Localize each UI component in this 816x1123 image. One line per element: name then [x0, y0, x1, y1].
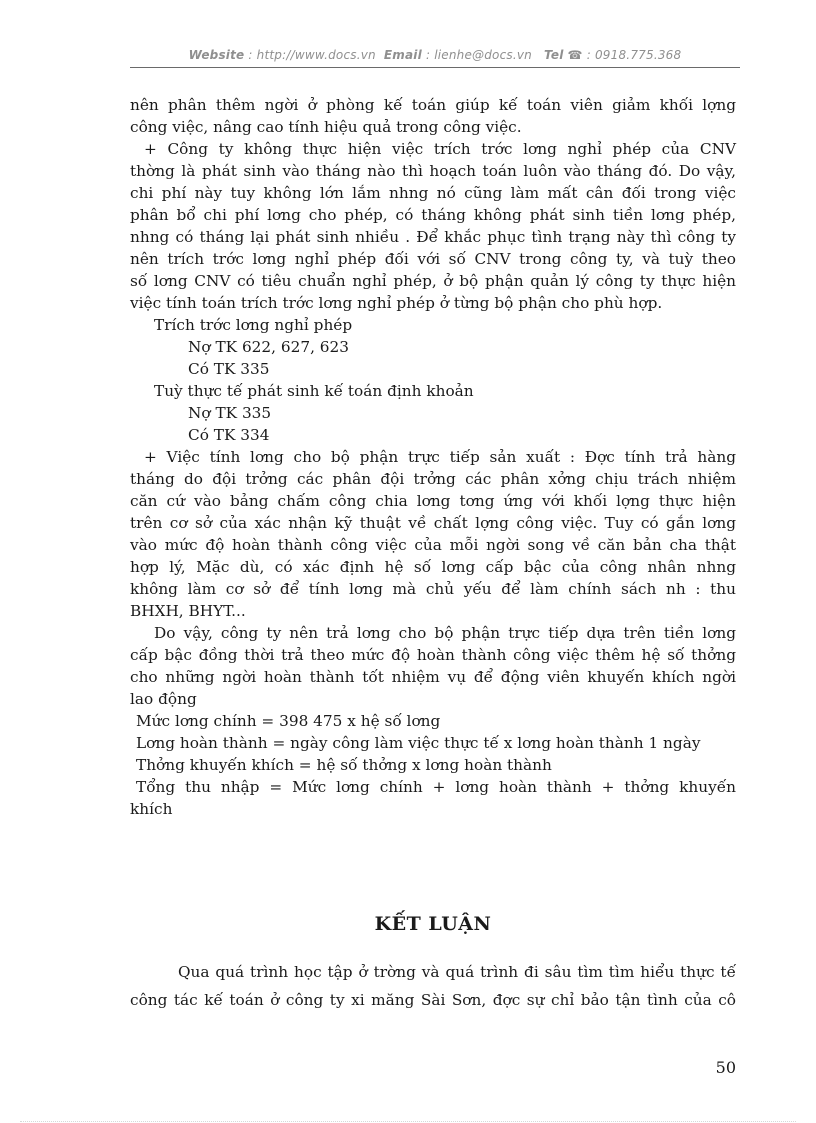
- text-line: công việc, nâng cao tính hiệu quả trong công việc.: [130, 118, 522, 136]
- text-line: chi phí này tuy không lớn lắm nhng nó cũng làm mất cân đối trong việc: [130, 184, 736, 202]
- formula-line: Thởng khuyến khích = hệ số thởng x lơng hoàn thành: [136, 756, 552, 774]
- website-value: : http://www.docs.vn: [248, 48, 376, 62]
- text-line: nên phân thêm ngời ở phòng kế toán giúp kế toán viên giảm khối lợng: [130, 96, 736, 114]
- body-text: [130, 94, 736, 820]
- text-line: vào mức độ hoàn thành công việc của mỗi ngời song về căn bản cha thật: [130, 536, 736, 554]
- email-label: Email: [383, 48, 422, 62]
- text-line: việc tính toán trích trớc lơng nghỉ phép ở từng bộ phận cho phù hợp.: [130, 294, 663, 312]
- text-line: Trích trớc lơng nghỉ phép: [154, 316, 353, 334]
- text-line: BHXH, BHYT...: [130, 602, 246, 620]
- text-line: Qua quá trình học tập ở trờng và quá trình đi sâu tìm tìm hiểu thực tế: [178, 963, 736, 981]
- text-line: nhng có tháng lại phát sinh nhiều . Để khắc phục tình trạng này thì công ty: [130, 228, 736, 246]
- text-line: cấp bậc đồng thời trả theo mức độ hoàn thành công việc thêm hệ số thởng: [130, 646, 736, 664]
- text-line: + Việc tính lơng cho bộ phận trực tiếp sản xuất : Đợc tính trả hàng: [144, 448, 736, 466]
- text-line: khích: [130, 800, 173, 818]
- text-line: không làm cơ sở để tính lơng mà chủ yếu để làm chính sách nh : thu: [130, 580, 736, 598]
- email-value: : lienhe@docs.vn: [425, 48, 532, 62]
- text-line: công tác kế toán ở công ty xi măng Sài Sơn, đợc sự chỉ bảo tận tình của cô: [130, 991, 736, 1009]
- text-line: nên trích trớc lơng nghỉ phép đối với số CNV trong công ty, và tuỳ theo: [130, 250, 736, 268]
- text-line: Tuỳ thực tế phát sinh kế toán định khoản: [154, 382, 474, 400]
- text-line: căn cứ vào bảng chấm công chia lơng tơng ứng với khối lợng thực hiện: [130, 492, 736, 510]
- text-line: trên cơ sở của xác nhận kỹ thuật về chất lợng công việc. Tuy có gắn lơng: [130, 514, 736, 532]
- text-line: lao động: [130, 690, 197, 708]
- text-line: tháng do đội trởng các phân đội trởng các phân xởng chịu trách nhiệm: [130, 470, 736, 488]
- website-label: Website: [188, 48, 245, 62]
- formula-line: Mức lơng chính = 398 475 x hệ số lơng: [136, 712, 441, 730]
- text-line: hợp lý, Mặc dù, có xác định hệ số lơng cấp bậc của công nhân nhng: [130, 558, 736, 576]
- text-line: phân bổ chi phí lơng cho phép, có tháng không phát sinh tiền lơng phép,: [130, 206, 736, 224]
- text-line: số lơng CNV có tiêu chuẩn nghỉ phép, ở bộ phận quản lý công ty thực hiện: [130, 272, 736, 290]
- conclusion-text: [130, 958, 736, 1014]
- text-line: Có TK 334: [188, 426, 270, 444]
- text-line: + Công ty không thực hiện việc trích trớc lơng nghỉ phép của CNV: [144, 140, 736, 158]
- bottom-dotted-rule: [20, 1121, 796, 1122]
- page-header: [130, 48, 740, 62]
- text-line: Do vậy, công ty nên trả lơng cho bộ phận trực tiếp dựa trên tiền lơng: [154, 624, 736, 642]
- text-line: Nợ TK 335: [188, 404, 272, 422]
- text-line: thờng là phát sinh vào tháng nào thì hoạch toán luôn vào tháng đó. Do vậy,: [130, 162, 736, 180]
- text-line: Có TK 335: [188, 360, 270, 378]
- tel-label: Tel: [544, 48, 564, 62]
- text-line: cho những ngời hoàn thành tốt nhiệm vụ để động viên khuyến khích ngời: [130, 668, 736, 686]
- formula-line: Tổng thu nhập = Mức lơng chính + lơng hoàn thành + thởng khuyến: [136, 778, 736, 796]
- tel-value: ☎ : 0918.775.368: [567, 48, 682, 62]
- page-number: 50: [715, 1058, 736, 1077]
- conclusion-heading: KẾT LUẬN: [374, 913, 492, 935]
- header-rule: [130, 67, 740, 68]
- text-line: Nợ TK 622, 627, 623: [188, 338, 349, 356]
- formula-line: Lơng hoàn thành = ngày công làm việc thực tế x lơng hoàn thành 1 ngày: [136, 734, 701, 752]
